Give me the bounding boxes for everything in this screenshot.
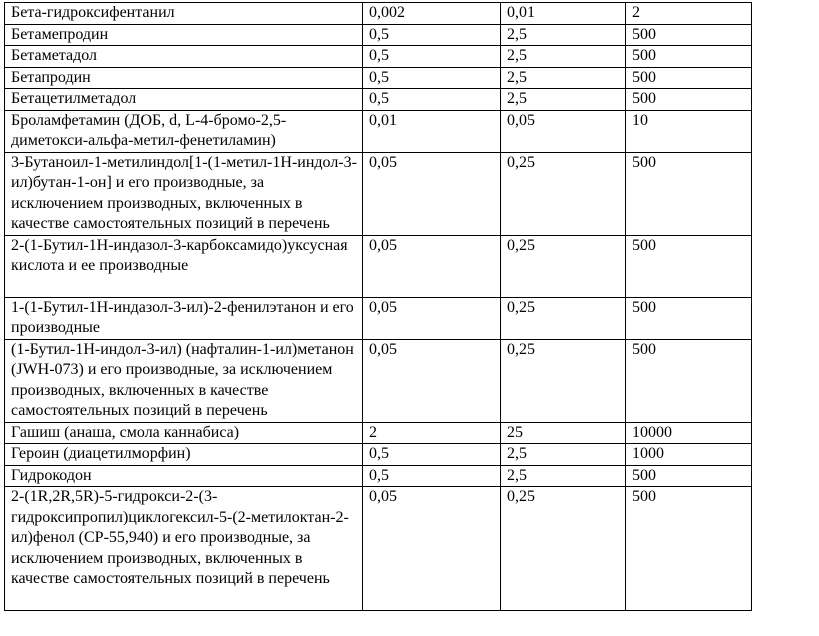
value-cell-1: 0,5 bbox=[363, 444, 501, 466]
value-cell-2: 25 bbox=[501, 422, 626, 444]
value-cell-2: 0,01 bbox=[501, 3, 626, 25]
substances-table bbox=[4, 2, 752, 611]
table-row bbox=[5, 444, 752, 466]
table-row bbox=[5, 152, 752, 235]
substance-name-cell: Бетацетилметадол bbox=[5, 89, 363, 111]
value-cell-3: 500 bbox=[626, 46, 752, 68]
value-cell-2: 2,5 bbox=[501, 46, 626, 68]
value-cell-1: 0,05 bbox=[363, 235, 501, 297]
value-cell-3: 10000 bbox=[626, 422, 752, 444]
value-cell-3: 500 bbox=[626, 487, 752, 611]
value-cell-1: 0,5 bbox=[363, 465, 501, 487]
value-cell-2: 0,25 bbox=[501, 152, 626, 235]
value-cell-2: 0,25 bbox=[501, 235, 626, 297]
substance-name-cell: (1-Бутил-1Н-индол-3-ил) (нафталин-1-ил)метанон (JWH-073) и его производные, за исключением производных, включенных в качестве самостоятельных позиций в перечень bbox=[5, 339, 363, 422]
value-cell-3: 500 bbox=[626, 235, 752, 297]
value-cell-2: 2,5 bbox=[501, 24, 626, 46]
table-row bbox=[5, 89, 752, 111]
value-cell-1: 0,05 bbox=[363, 339, 501, 422]
table-row bbox=[5, 67, 752, 89]
value-cell-1: 0,002 bbox=[363, 3, 501, 25]
value-cell-2: 0,25 bbox=[501, 297, 626, 339]
substance-name-cell: 2-(1R,2R,5R)-5-гидрокси-2-(3-гидроксипропил)циклогексил-5-(2-метилоктан-2-ил)фенол (CP-55,940) и его производные, за исключением производных, включенных в качестве самостоятельных позиций в перечень bbox=[5, 487, 363, 611]
value-cell-3: 500 bbox=[626, 24, 752, 46]
substance-name-cell: Гашиш (анаша, смола каннабиса) bbox=[5, 422, 363, 444]
table-row bbox=[5, 297, 752, 339]
table-row bbox=[5, 24, 752, 46]
substance-name-cell: 1-(1-Бутил-1Н-индазол-3-ил)-2-фенилэтанон и его производные bbox=[5, 297, 363, 339]
value-cell-1: 0,5 bbox=[363, 89, 501, 111]
value-cell-2: 2,5 bbox=[501, 465, 626, 487]
value-cell-3: 500 bbox=[626, 89, 752, 111]
value-cell-3: 1000 bbox=[626, 444, 752, 466]
table-row bbox=[5, 465, 752, 487]
substance-name-cell: Гидрокодон bbox=[5, 465, 363, 487]
substance-name-cell: Героин (диацетилморфин) bbox=[5, 444, 363, 466]
substance-name-cell: 2-(1-Бутил-1Н-индазол-3-карбоксамидо)уксусная кислота и ее производные bbox=[5, 235, 363, 297]
table-row bbox=[5, 3, 752, 25]
table-row bbox=[5, 339, 752, 422]
value-cell-3: 500 bbox=[626, 339, 752, 422]
value-cell-3: 2 bbox=[626, 3, 752, 25]
substance-name-cell: Бетаметадол bbox=[5, 46, 363, 68]
value-cell-2: 0,25 bbox=[501, 339, 626, 422]
value-cell-3: 500 bbox=[626, 152, 752, 235]
value-cell-3: 10 bbox=[626, 110, 752, 152]
value-cell-1: 0,05 bbox=[363, 487, 501, 611]
table-row bbox=[5, 487, 752, 611]
value-cell-1: 0,01 bbox=[363, 110, 501, 152]
value-cell-3: 500 bbox=[626, 297, 752, 339]
substance-name-cell: Броламфетамин (ДОБ, d, L-4-бромо-2,5-диметокси-альфа-метил-фенетиламин) bbox=[5, 110, 363, 152]
table-row bbox=[5, 235, 752, 297]
value-cell-1: 0,5 bbox=[363, 46, 501, 68]
value-cell-2: 0,05 bbox=[501, 110, 626, 152]
substance-name-cell: Бетамепродин bbox=[5, 24, 363, 46]
substance-name-cell: Бетапродин bbox=[5, 67, 363, 89]
table-row bbox=[5, 46, 752, 68]
value-cell-1: 0,05 bbox=[363, 297, 501, 339]
value-cell-2: 2,5 bbox=[501, 89, 626, 111]
value-cell-3: 500 bbox=[626, 465, 752, 487]
substance-name-cell: Бета-гидроксифентанил bbox=[5, 3, 363, 25]
value-cell-2: 2,5 bbox=[501, 67, 626, 89]
value-cell-2: 2,5 bbox=[501, 444, 626, 466]
substance-name-cell: 3-Бутаноил-1-метилиндол[1-(1-метил-1Н-индол-3-ил)бутан-1-он] и его производные, за исключением производных, включенных в качестве самостоятельных позиций в перечень bbox=[5, 152, 363, 235]
value-cell-1: 0,05 bbox=[363, 152, 501, 235]
table-row bbox=[5, 110, 752, 152]
value-cell-1: 2 bbox=[363, 422, 501, 444]
value-cell-1: 0,5 bbox=[363, 24, 501, 46]
table-row bbox=[5, 422, 752, 444]
table-body bbox=[5, 3, 752, 611]
value-cell-2: 0,25 bbox=[501, 487, 626, 611]
value-cell-3: 500 bbox=[626, 67, 752, 89]
value-cell-1: 0,5 bbox=[363, 67, 501, 89]
